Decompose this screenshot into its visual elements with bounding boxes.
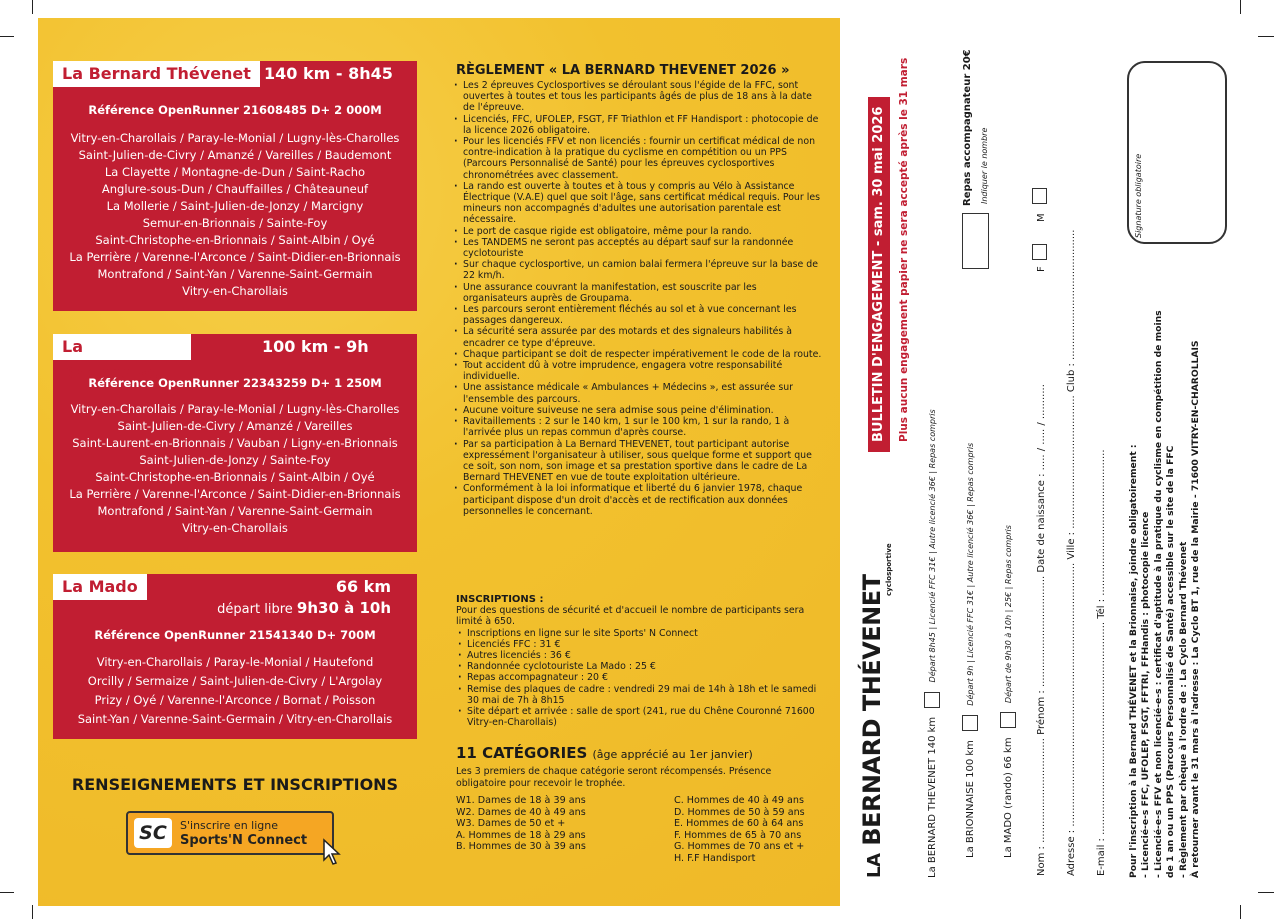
option-checkbox[interactable] — [962, 715, 978, 731]
brand-title — [858, 574, 886, 878]
categories-title-main: 11 CATÉGORIES — [456, 744, 588, 762]
route-name: La Brionnaise — [53, 334, 191, 360]
route-name: La Bernard Thévenet — [53, 61, 260, 87]
reglement-item: · Tout accident dû à votre imprudence, engagera votre responsabilité individuelle. — [452, 360, 822, 382]
town-line: La Mollerie / Saint-Julien-de-Jonzy / Marcigny — [106, 199, 364, 213]
reglement-item: · Le port de casque rigide est obligatoire, même pour la rando. — [452, 226, 822, 237]
category-item: C. Hommes de 40 à 49 ans — [674, 795, 804, 806]
town-line: Saint-Christophe-en-Brionnais / Saint-Albin / Oyé — [95, 470, 375, 484]
route-towns — [53, 130, 417, 300]
route-reference: Référence OpenRunner 21608485 D+ 2 000M — [88, 103, 382, 117]
instruction-line: - Règlement par chèque à l'ordre de : La Cyclo Bernard Thévenet — [1177, 541, 1189, 878]
route-depart — [53, 600, 417, 618]
depart-label: départ libre — [217, 602, 293, 617]
category-item: W1. Dames de 18 à 39 ans — [456, 795, 586, 806]
repas-hint: Indiquer le nombre — [980, 127, 989, 204]
route-card-bernard — [53, 61, 417, 311]
instruction-line: À retourner avant le 31 mars à l'adresse : La Cyclo BT 1, rue de la Mairie - 71600 VITRY-EN-CHAROLLAIS — [1190, 340, 1202, 878]
instruction-line: de 1 an ou un PPS (Parcours Personnalisé de Santé) accessible sur le site de la FFC — [1165, 445, 1177, 878]
town-line: Semur-en-Brionnais / Sainte-Foy — [142, 216, 328, 230]
category-item: F. Hommes de 65 à 70 ans — [674, 829, 802, 841]
sex-m-checkbox[interactable] — [1032, 188, 1047, 204]
nom-field[interactable]: Nom : ................................. Prénom : ................................... Date de naissance : ..... / ..... / ........... — [1036, 384, 1047, 876]
route-name: La Mado — [53, 574, 147, 600]
reglement-item: · Sur chaque cyclosportive, un camion balai fermera l'épreuve sur la base de 22 km/h. — [452, 259, 822, 281]
categories-right — [674, 795, 805, 864]
town-line: Saint-Laurent-en-Brionnais / Vauban / Ligny-en-Brionnais — [72, 436, 398, 450]
reglement-item: · Ravitaillements : 2 sur le 140 km, 1 sur le 100 km, 1 sur la rando, 1 à l'arrivée plus un repas commun d'après course. — [452, 416, 822, 438]
option-detail: Départ de 9h30 à 10h | 25€ | Repas compris — [1004, 525, 1013, 704]
reglement-item: · Pour les licenciés FFV et non licenciés : fournir un certificat médical de non contre-indication à la pratique du cyclisme en compétition ou un PPS (Parcours Personnalisé de Santé) pour les épreuves cyclosportives chronométrées avec classement. — [452, 136, 822, 181]
crop-mark — [1240, 905, 1241, 919]
instructions — [1128, 310, 1202, 878]
button-line2: Sports'N Connect — [180, 833, 308, 848]
inscriptions-title: INSCRIPTIONS : — [456, 594, 544, 605]
category-item: G. Hommes de 70 ans et + — [674, 841, 805, 852]
reglement-list — [452, 80, 822, 517]
crop-mark — [0, 892, 14, 893]
route-distance: 140 km - 8h45 — [264, 64, 393, 83]
reglement-item: · Aucune voiture suiveuse ne sera admise sous peine d'élimination. — [452, 405, 822, 416]
category-item: W2. Dames de 40 à 49 ans — [456, 806, 586, 818]
option-checkbox[interactable] — [1000, 712, 1016, 728]
category-item: B. Hommes de 30 à 39 ans — [456, 841, 586, 852]
route-reference: Référence OpenRunner 21541340 D+ 700M — [94, 628, 376, 642]
depart-time: 9h30 à 10h — [296, 599, 391, 617]
repas-label: Repas accompagnateur 20€ — [962, 49, 973, 206]
instruction-line: - Licencié-e-s FFV et non licencié-e-s : certificat d'aptitude à la pratique du cyclisme en compétition de moins — [1152, 310, 1164, 878]
option-checkbox[interactable] — [924, 692, 940, 708]
town-line: Montrafond / Saint-Yan / Varenne-Saint-Germain — [97, 267, 373, 281]
option-label: La BRIONNAISE 100 km — [965, 740, 976, 858]
town-line: Saint-Christophe-en-Brionnais / Saint-Albin / Oyé — [95, 233, 375, 247]
brand-subtitle: cyclosportive — [885, 543, 893, 596]
town-line: Vitry-en-Charollais / Paray-le-Monial / Lugny-lès-Charolles — [70, 402, 400, 416]
route-card-mado — [53, 574, 417, 739]
inscriptions-list — [456, 628, 826, 729]
crop-mark — [1240, 0, 1241, 14]
town-line: Vitry-en-Charollais / Paray-le-Monial / Lugny-lès-Charolles — [70, 131, 400, 145]
category-item: A. Hommes de 18 à 29 ans — [456, 829, 586, 841]
route-towns — [53, 653, 417, 729]
route-distance: 66 km — [335, 577, 391, 596]
category-item: D. Hommes de 50 à 59 ans — [674, 806, 805, 818]
inscriptions-block — [456, 594, 826, 728]
reglement-item: · Les parcours seront entièrement fléchés au sol et à vue concernant les passages dangereux. — [452, 304, 822, 326]
town-line: La Clayette / Montagne-de-Dun / Saint-Racho — [104, 165, 366, 179]
town-line: Saint-Julien-de-Civry / Amanzé / Vareilles — [117, 419, 353, 433]
crop-mark — [32, 905, 33, 919]
town-line: La Perrière / Varenne-l'Arconce / Saint-Didier-en-Brionnais — [69, 250, 401, 264]
bulletin-title: BULLETIN D'ENGAGEMENT - sam. 30 mai 2026 — [868, 97, 890, 452]
inscriptions-item: · Randonnée cyclotouriste La Mado : 25 € — [456, 661, 826, 672]
reglement-item: · Par sa participation à La Bernard THEVENET, tout participant autorise expressément l'organisateur à utiliser, sous quelque forme et support que ce soit, son nom, son image et sa prestation sportive dans le cadre de La Bernard THEVENET en vue de toute exploitation ultérieure. — [452, 439, 822, 484]
renseignements-title: RENSEIGNEMENTS ET INSCRIPTIONS — [71, 775, 399, 794]
option-detail: Départ 9h | Licencié FFC 31€ | Autre licencié 36€ | Repas compris — [966, 442, 975, 706]
inscriptions-item: · Licenciés FFC : 31 € — [456, 639, 826, 650]
category-item: W3. Dames de 50 et + — [456, 818, 566, 829]
town-line: Saint-Julien-de-Civry / Amanzé / Vareilles / Baudemont — [78, 148, 392, 162]
route-distance: 100 km - 9h — [262, 337, 369, 356]
cursor-icon — [322, 838, 344, 866]
categories-left — [456, 795, 586, 853]
sports-n-connect-logo: SC — [134, 818, 172, 848]
reglement-item: · La sécurité sera assurée par des motards et des signaleurs habilités à encadrer ce type d'épreuve. — [452, 326, 822, 348]
option-bernard — [924, 409, 940, 878]
sports-n-connect-button[interactable] — [126, 811, 334, 855]
crop-mark — [1258, 36, 1274, 37]
brand-name: BERNARD THÉVENET — [858, 574, 886, 846]
reglement-item: · Les TANDEMS ne seront pas acceptés au départ sauf sur la randonnée cyclotouriste — [452, 237, 822, 259]
instruction-line: - Licencié-e-s FFC, UFOLEP, FSGT, FFTRI, FFHandis : photocopie licence — [1140, 511, 1152, 878]
sex-f-label: F — [1036, 266, 1047, 272]
reglement-item: · Conformément à la loi informatique et liberté du 6 janvier 1978, chaque participant dispose d'un droit d'accès et de rectification aux données personnelles le concernant. — [452, 483, 822, 517]
route-towns — [53, 401, 417, 537]
town-line: Anglure-sous-Dun / Chauffailles / Châteauneuf — [101, 182, 369, 196]
town-line: Vitry-en-Charollais — [182, 521, 288, 535]
repas-count-box[interactable] — [962, 213, 989, 269]
inscriptions-item: · Remise des plaques de cadre : vendredi 29 mai de 14h à 18h et le samedi 30 mai de 7h à 8h15 — [456, 684, 826, 706]
categories-title — [456, 744, 753, 762]
town-line: Saint-Julien-de-Jonzy / Sainte-Foy — [139, 453, 331, 467]
option-label: La MADO (rando) 66 km — [1003, 737, 1014, 858]
reglement-item: · La rando est ouverte à toutes et à tous y compris au Vélo à Assistance Électrique (V.A.E) quel que soit l'âge, sans certificat médical requis. Pour les mineurs non accompagnés d'adultes une autorisation parentale est nécessaire. — [452, 181, 822, 226]
category-item: E. Hommes de 60 à 64 ans — [674, 818, 804, 829]
town-line: Vitry-en-Charollais / Paray-le-Monial / Hautefond — [96, 655, 374, 669]
option-label: La BERNARD THEVENET 140 km — [927, 716, 938, 878]
route-card-brionnaise — [53, 334, 417, 552]
instruction-line: Pour l'inscription à la Bernard THÉVENET et la Brionnaise, joindre obligatoirement : — [1128, 444, 1139, 878]
crop-mark — [1258, 892, 1274, 893]
town-line: La Perrière / Varenne-l'Arconce / Saint-Didier-en-Brionnais — [69, 487, 401, 501]
reglement-item: · Licenciés, FFC, UFOLEP, FSGT, FF Triathlon et FF Handisport : photocopie de la licence 2026 obligatoire. — [452, 114, 822, 136]
option-detail: Départ 8h45 | Licencié FFC 31€ | Autre licencié 36€ | Repas compris — [928, 409, 937, 683]
categories-subtitle: (âge apprécié au 1er janvier) — [592, 748, 753, 761]
crop-mark — [0, 36, 14, 37]
category-item: H. F.F Handisport — [674, 852, 756, 864]
town-line: Orcilly / Sermaize / Saint-Julien-de-Civry / L'Argolay — [87, 674, 383, 688]
option-mado — [1000, 525, 1016, 858]
inscriptions-intro: Pour des questions de sécurité et d'accueil le nombre de participants sera limité à 650. — [456, 605, 805, 628]
signature-label: Signature obligatoire — [1134, 153, 1143, 238]
sex-f-checkbox[interactable] — [1032, 244, 1047, 260]
inscriptions-item: · Site départ et arrivée : salle de sport (241, rue du Chêne Couronné 71600 Vitry-en-Charollais) — [456, 706, 826, 728]
crop-mark — [32, 0, 33, 14]
town-line: Saint-Yan / Varenne-Saint-Germain / Vitry-en-Charollais — [77, 712, 393, 726]
reglement-item: · Les 2 épreuves Cyclosportives se déroulant sous l'égide de la FFC, sont ouvertes à toutes et tous les participants âgés de plus de 18 ans à la date de l'épreuve. — [452, 80, 822, 114]
inscriptions-item: · Autres licenciés : 36 € — [456, 650, 826, 661]
email-field[interactable]: E-mail : ................................................................... Tél : .............................................. — [1096, 449, 1107, 876]
route-reference: Référence OpenRunner 22343259 D+ 1 250M — [88, 376, 382, 390]
sex-m-label: M — [1036, 213, 1047, 222]
inscriptions-item: · Inscriptions en ligne sur le site Sports' N Connect — [456, 628, 826, 639]
option-brionnaise — [962, 443, 978, 858]
inscriptions-item: · Repas accompagnateur : 20 € — [456, 672, 826, 683]
categories-intro: Les 3 premiers de chaque catégorie seront récompensés. Présence obligatoire pour recevoir le trophée. — [456, 766, 772, 789]
brand-la: LA — [864, 853, 885, 878]
button-line1: S'inscrire en ligne — [180, 819, 279, 832]
reglement-item: · Chaque participant se doit de respecter impérativement le code de la route. — [452, 349, 822, 360]
reglement-title: RÈGLEMENT « LA BERNARD THEVENET 2026 » — [456, 63, 790, 78]
adresse-field[interactable]: Adresse : ................................................................................... Ville : .......................................... Club : ......................................... — [1066, 229, 1077, 876]
reglement-item: · Une assurance couvrant la manifestation, est souscrite par les organisateurs auprès de Groupama. — [452, 282, 822, 304]
town-line: Montrafond / Saint-Yan / Varenne-Saint-Germain — [97, 504, 373, 518]
town-line: Prizy / Oyé / Varenne-l'Arconce / Bornat / Poisson — [94, 693, 376, 707]
reglement-item: · Une assistance médicale « Ambulances + Médecins », est assurée sur l'ensemble des parcours. — [452, 382, 822, 404]
bulletin-subtitle: Plus aucun engagement papier ne sera accepté après le 31 mars — [898, 57, 910, 442]
town-line: Vitry-en-Charollais — [182, 284, 288, 298]
